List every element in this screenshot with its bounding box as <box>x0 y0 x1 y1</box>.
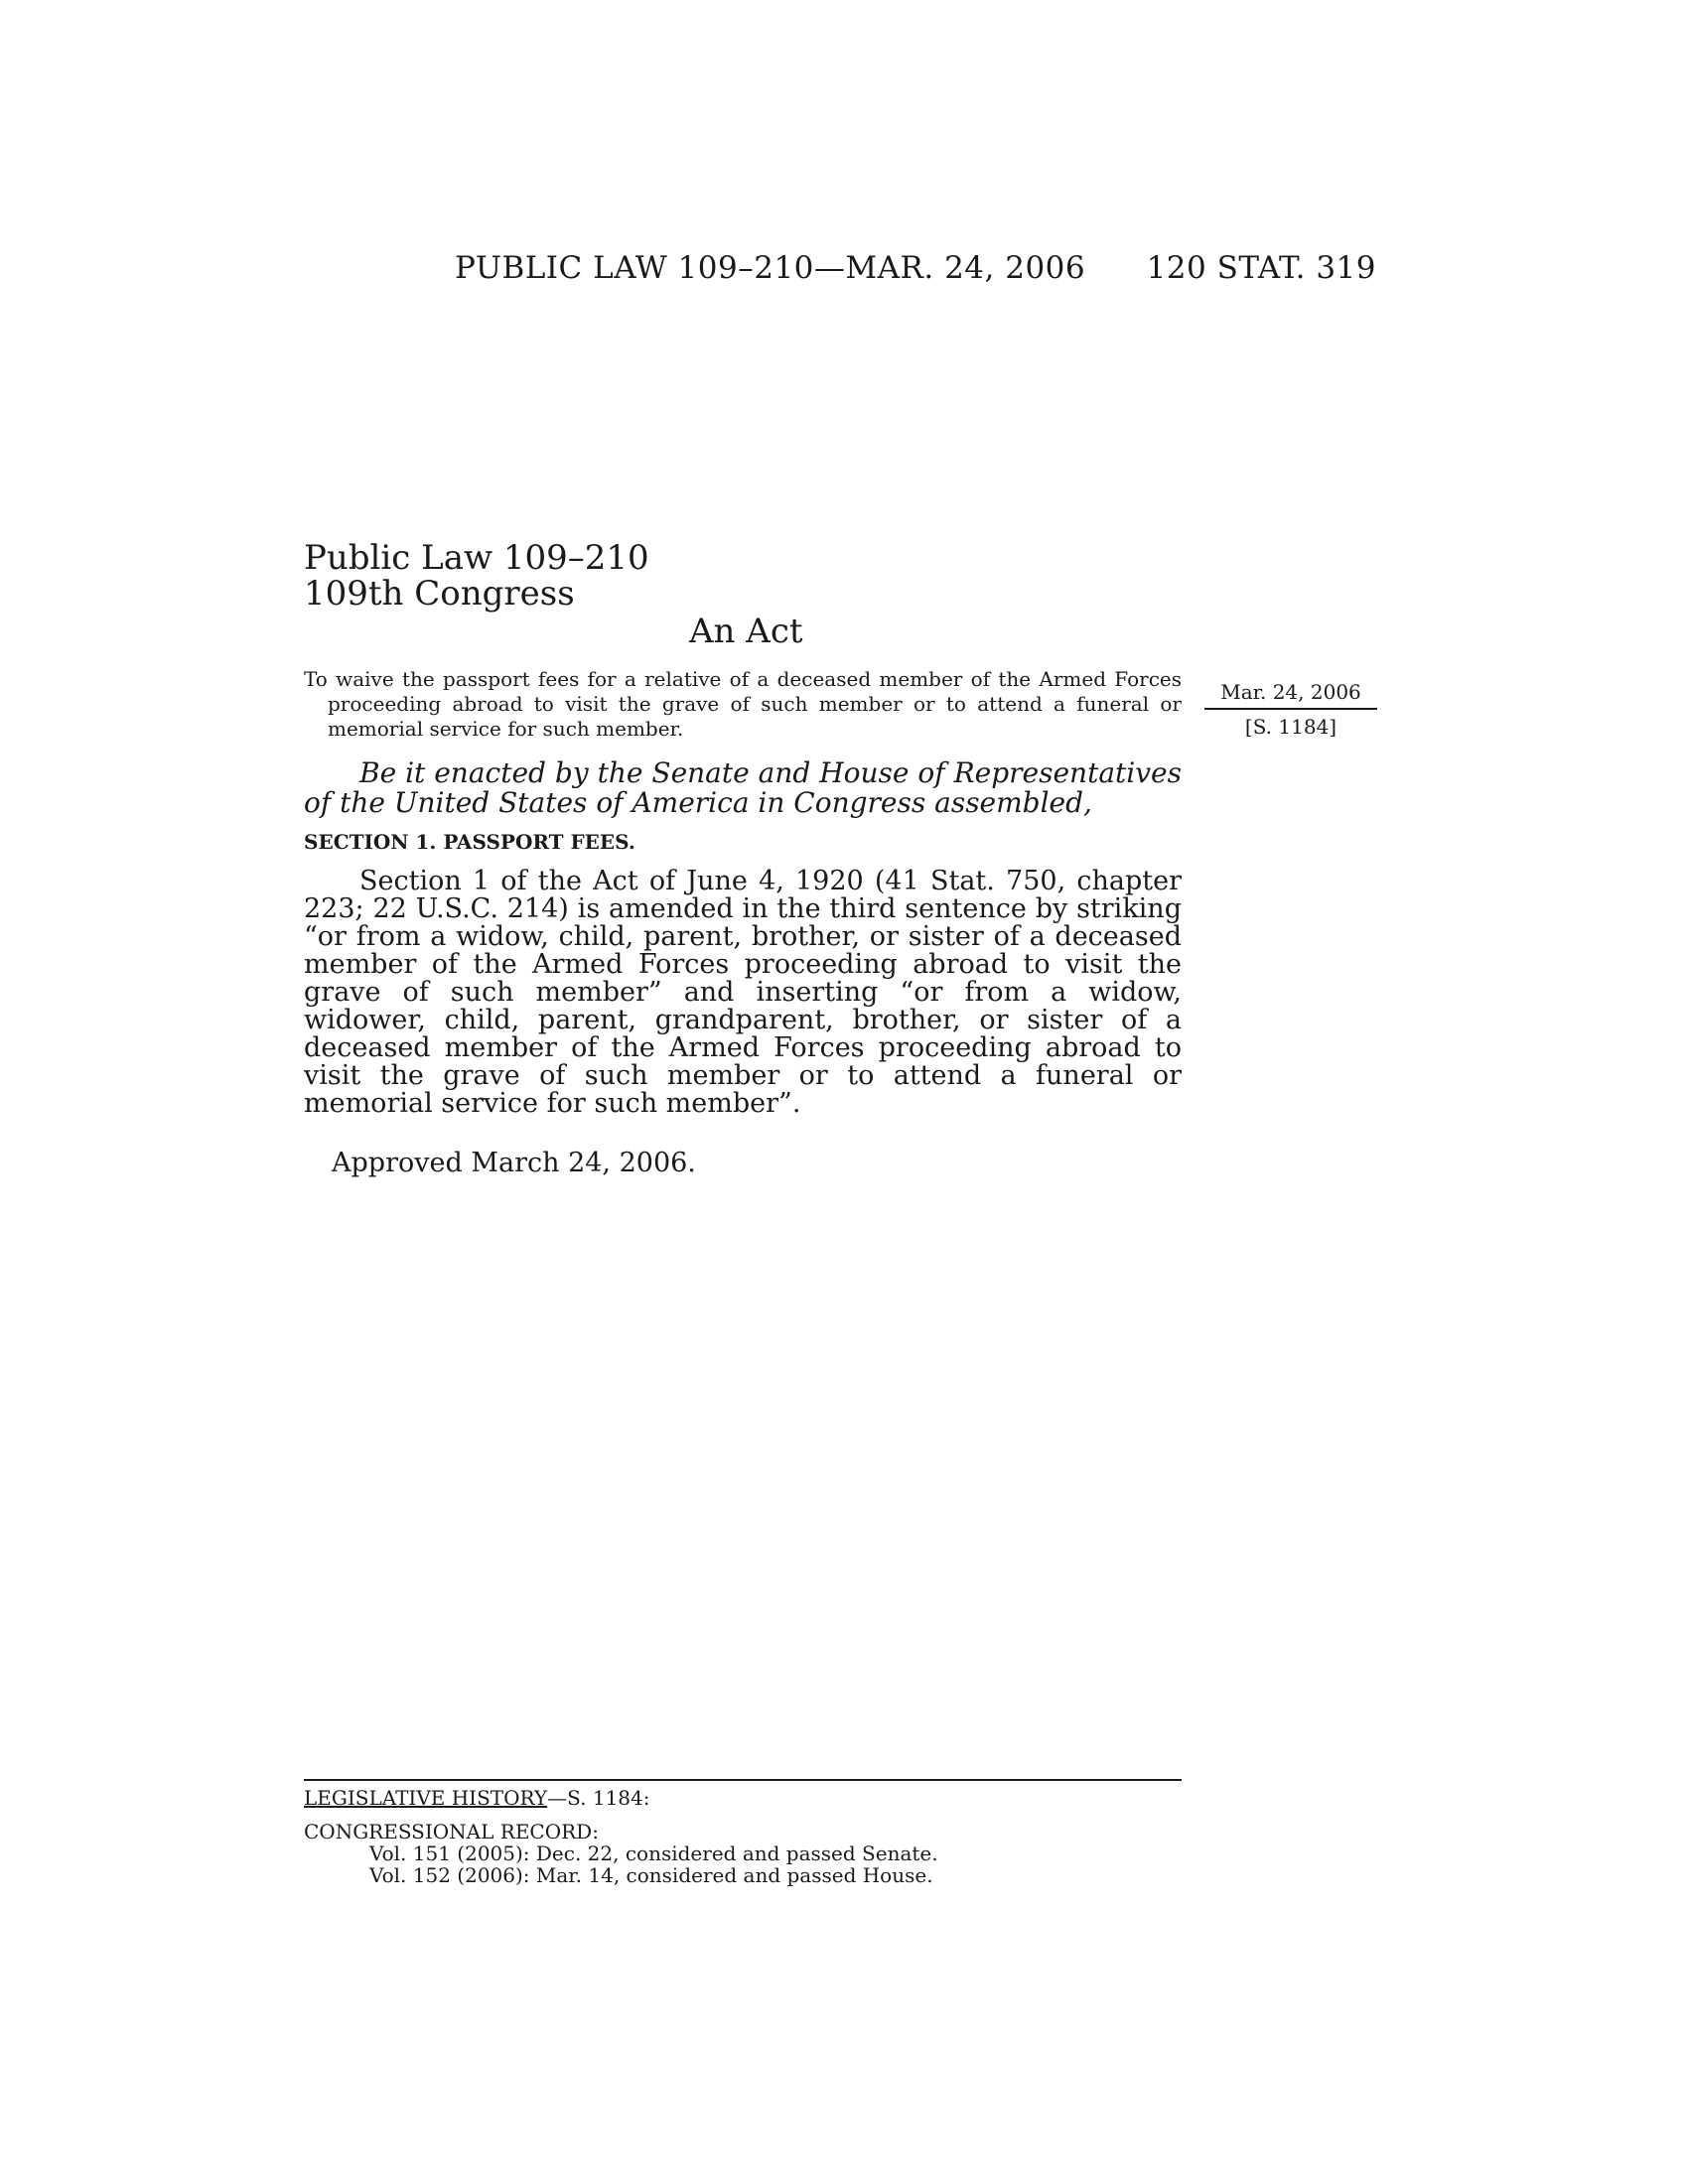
footer-divider <box>304 1779 1182 1781</box>
legislative-history-heading <box>304 1787 650 1809</box>
running-header-page-citation: 120 STAT. 319 <box>1146 250 1376 286</box>
margin-note <box>1204 679 1377 740</box>
section-heading: SECTION 1. PASSPORT FEES. <box>304 830 635 854</box>
running-header-left: PUBLIC LAW 109–210—MAR. 24, 2006 <box>455 250 1086 286</box>
congress-number: 109th Congress <box>304 574 575 614</box>
legislative-history-label: LEGISLATIVE HISTORY <box>304 1786 548 1810</box>
legislative-history-bill: —S. 1184: <box>547 1786 650 1810</box>
congressional-record-entry: Vol. 152 (2006): Mar. 14, considered and passed House. <box>369 1863 933 1887</box>
act-heading: An Act <box>689 612 803 651</box>
purpose-statement: To waive the passport fees for a relative of a deceased member of the Armed Forces proceeding abroad to visit the grave of such member or to attend a funeral or memorial service for such member. <box>304 667 1182 741</box>
margin-note-bill: [S. 1184] <box>1244 715 1337 739</box>
margin-note-date: Mar. 24, 2006 <box>1204 679 1377 710</box>
law-number: Public Law 109–210 <box>304 538 649 578</box>
congressional-record-heading: CONGRESSIONAL RECORD: <box>304 1820 599 1843</box>
approval-date: Approved March 24, 2006. <box>332 1148 696 1178</box>
congressional-record-entry: Vol. 151 (2005): Dec. 22, considered and passed Senate. <box>369 1842 938 1865</box>
enacting-clause: Be it enacted by the Senate and House of Representatives of the United States of America in Congress assembled, <box>304 756 1182 819</box>
section-body: Section 1 of the Act of June 4, 1920 (41 Stat. 750, chapter 223; 22 U.S.C. 214) is amended in the third sentence by striking “or from a widow, child, parent, brother, or sister of a deceased member of the Armed Forces proceeding abroad to visit the grave of such member” and inserting “or from a widow, widower, child, parent, grandparent, brother, or sister of a deceased member of the Armed Forces proceeding abroad to visit the grave of such member or to attend a funeral or memorial service for such member”. <box>304 866 1182 1119</box>
